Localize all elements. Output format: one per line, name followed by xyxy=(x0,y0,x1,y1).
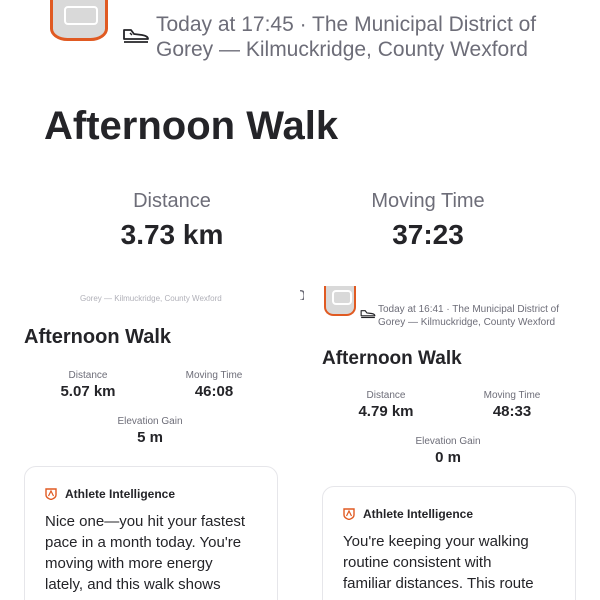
athlete-intelligence-card[interactable] xyxy=(322,486,576,600)
activity-location: Gorey — Kilmuckridge, County Wexford xyxy=(80,294,222,303)
activity-location: Today at 17:45 · The Municipal District of Gorey — Kilmuckridge, County Wexford xyxy=(156,13,537,61)
activity-location-line: Today at 16:41 · The Municipal District of xyxy=(378,304,560,315)
activity-badge-icon xyxy=(50,0,108,41)
stat-label: Moving Time xyxy=(185,370,243,381)
stat-value: 5 m xyxy=(137,429,163,446)
activity-card-3[interactable] xyxy=(304,286,600,600)
ai-text-line: Nice one—you hit your fastest xyxy=(45,513,246,530)
activity-title[interactable]: Afternoon Walk xyxy=(322,348,462,369)
athlete-intelligence-text xyxy=(343,531,534,594)
activity-location xyxy=(378,303,559,329)
athlete-intelligence-icon xyxy=(45,488,57,500)
stat-label: Elevation Gain xyxy=(117,416,183,427)
athlete-intelligence-icon xyxy=(343,508,355,520)
stat-elevation-gain xyxy=(398,436,498,466)
ai-text-line: pace in a month today. You're xyxy=(45,534,242,551)
stat-label: Elevation Gain xyxy=(415,436,481,447)
stat-value: 37:23 xyxy=(392,219,464,250)
activity-title[interactable]: Afternoon Walk xyxy=(24,326,172,348)
stat-value: 0 m xyxy=(435,449,461,466)
activity-title[interactable]: Afternoon Walk xyxy=(44,104,339,148)
ai-text-line: moving with more energy xyxy=(45,555,213,572)
stat-elevation-gain xyxy=(100,416,200,446)
shoe-icon xyxy=(122,26,150,44)
activity-location-line: Gorey — Kilmuckridge, County Wexford xyxy=(378,317,556,328)
stat-moving-time xyxy=(328,190,528,251)
stat-label: Distance xyxy=(68,370,108,381)
stat-moving-time xyxy=(164,370,264,400)
stat-moving-time xyxy=(462,390,562,420)
stat-label: Distance xyxy=(366,390,406,401)
athlete-intelligence-text xyxy=(45,511,245,595)
stat-distance xyxy=(72,190,272,251)
stat-value: 46:08 xyxy=(194,383,234,400)
stat-distance xyxy=(336,390,436,420)
stat-label: Distance xyxy=(133,190,211,212)
athlete-intelligence-header: Athlete Intelligence xyxy=(45,487,175,501)
stat-label: Moving Time xyxy=(371,190,485,212)
stat-value: 5.07 km xyxy=(60,383,116,400)
stat-label: Moving Time xyxy=(483,390,541,401)
athlete-intelligence-card[interactable] xyxy=(24,466,278,600)
ai-text-line: You're keeping your walking xyxy=(343,533,529,550)
stat-value: 48:33 xyxy=(492,403,532,420)
stat-value: 4.79 km xyxy=(358,403,414,420)
ai-text-line: familiar distances. This route xyxy=(343,575,534,592)
stat-value: 3.73 km xyxy=(120,219,224,250)
activity-card-2[interactable] xyxy=(0,286,300,600)
stat-distance xyxy=(38,370,138,400)
ai-text-line: routine consistent with xyxy=(343,554,492,571)
ai-text-line: lately, and this walk shows xyxy=(45,576,221,593)
shoe-icon xyxy=(360,308,376,319)
athlete-intelligence-header: Athlete Intelligence xyxy=(343,507,473,521)
activity-badge-icon xyxy=(324,286,356,316)
